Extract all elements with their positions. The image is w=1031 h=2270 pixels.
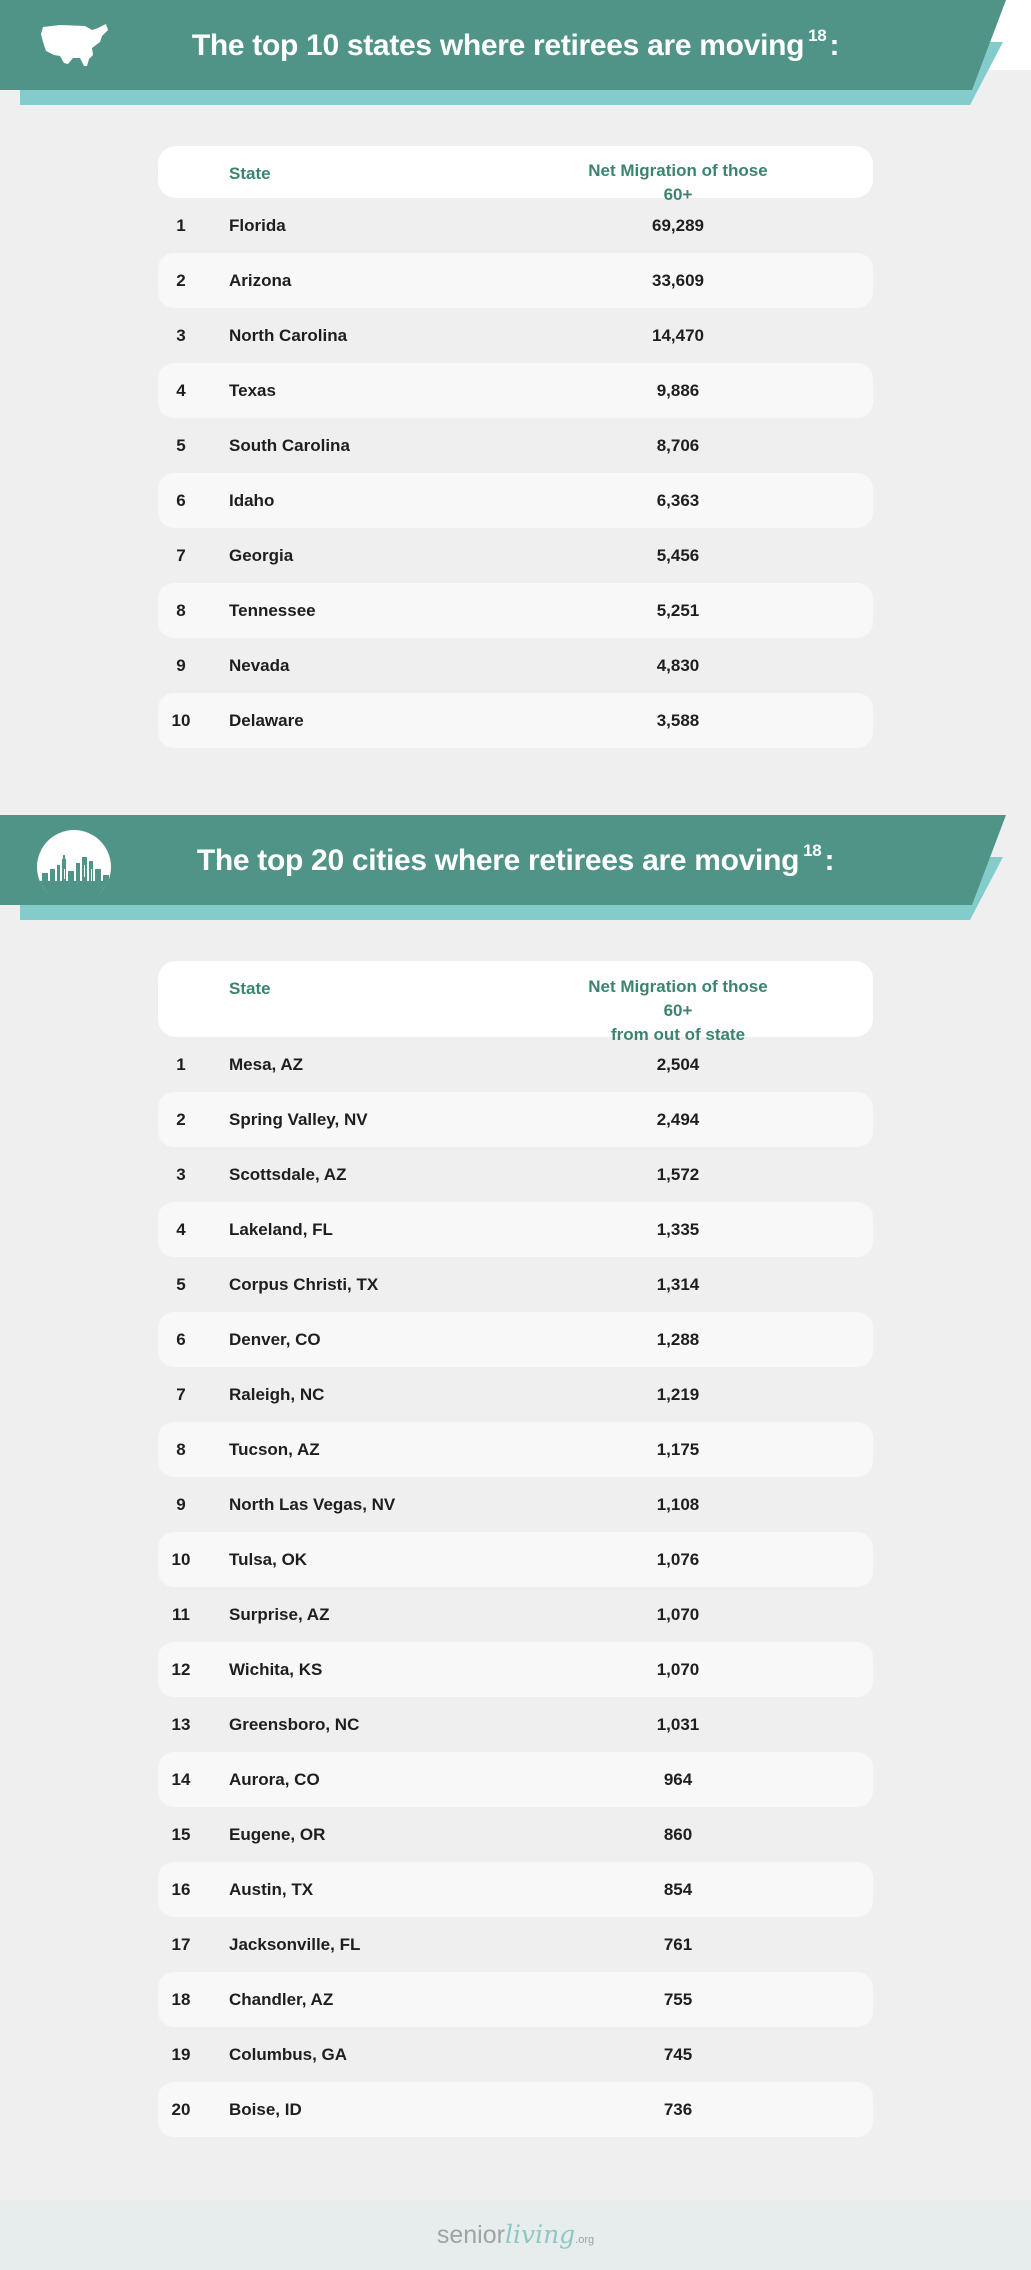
value-cell: 9,886 (656, 381, 700, 400)
name-cell: Denver, CO (229, 1330, 321, 1349)
value-cell: 1,076 (656, 1550, 700, 1569)
state-row (158, 638, 873, 693)
city-row (158, 1257, 873, 1312)
city-row (158, 1477, 873, 1532)
name-cell: Tucson, AZ (229, 1440, 320, 1459)
value-cell: 1,288 (656, 1330, 700, 1349)
name-cell: Eugene, OR (229, 1825, 326, 1844)
cities-banner (0, 815, 1031, 925)
value-cell: 4,830 (656, 656, 700, 675)
seniorliving-logo[interactable] (437, 2220, 594, 2250)
rank-cell: 9 (176, 1495, 186, 1514)
rank-cell: 17 (171, 1935, 191, 1954)
city-row (158, 1642, 873, 1697)
name-cell: Wichita, KS (229, 1660, 323, 1679)
rank-cell: 20 (171, 2100, 191, 2119)
header-state: State (229, 979, 271, 998)
rank-cell: 4 (176, 1220, 186, 1239)
rank-cell: 13 (171, 1715, 191, 1734)
rank-cell: 1 (176, 216, 186, 235)
city-row (158, 1807, 873, 1862)
states-table (158, 146, 873, 748)
name-cell: Nevada (229, 656, 290, 675)
rank-cell: 12 (171, 1660, 191, 1679)
name-cell: Columbus, GA (229, 2045, 348, 2064)
name-cell: Lakeland, FL (229, 1220, 333, 1239)
rank-cell: 6 (176, 1330, 186, 1349)
states-colon: : (829, 29, 840, 62)
states-title-block (0, 26, 1031, 63)
value-cell: 1,175 (656, 1440, 700, 1459)
rank-cell: 8 (176, 601, 186, 620)
rank-cell: 15 (171, 1825, 191, 1844)
value-cell: 860 (663, 1825, 693, 1844)
value-cell: 964 (663, 1770, 693, 1789)
name-cell: Idaho (229, 491, 275, 510)
rank-cell: 7 (176, 546, 186, 565)
header-state: State (229, 164, 271, 183)
cities-table-header (158, 961, 873, 1044)
states-rows (158, 198, 873, 748)
state-row (158, 528, 873, 583)
name-cell: Jacksonville, FL (229, 1935, 361, 1954)
footer (0, 2200, 1031, 2270)
value-cell: 1,572 (656, 1165, 700, 1184)
value-cell: 1,335 (656, 1220, 700, 1239)
rank-cell: 19 (171, 2045, 191, 2064)
name-cell: Austin, TX (229, 1880, 314, 1899)
name-cell: Mesa, AZ (229, 1055, 304, 1074)
rank-cell: 5 (176, 1275, 186, 1294)
value-cell: 1,031 (656, 1715, 700, 1734)
name-cell: Tulsa, OK (229, 1550, 308, 1569)
rank-cell: 14 (171, 1770, 191, 1789)
rank-cell: 3 (176, 326, 186, 345)
value-cell: 1,108 (656, 1495, 700, 1514)
states-title: The top 10 states where retirees are moving (191, 29, 805, 62)
value-cell: 6,363 (656, 491, 700, 510)
value-cell: 2,494 (656, 1110, 700, 1129)
state-row (158, 253, 873, 308)
value-cell: 14,470 (652, 326, 704, 345)
rank-cell: 8 (176, 1440, 186, 1459)
header-net-migration-line1: Net Migration of those 60+ (588, 977, 768, 1020)
value-cell: 33,609 (652, 271, 704, 290)
value-cell: 745 (663, 2045, 693, 2064)
cities-colon: : (824, 844, 835, 877)
city-row (158, 1972, 873, 2027)
rank-cell: 7 (176, 1385, 186, 1404)
states-banner (0, 0, 1031, 110)
cities-title-block (0, 841, 1031, 878)
name-cell: Surprise, AZ (229, 1605, 330, 1624)
city-row (158, 2082, 873, 2137)
city-row (158, 1697, 873, 1752)
city-row (158, 1422, 873, 1477)
rank-cell: 2 (176, 1110, 186, 1129)
name-cell: Boise, ID (229, 2100, 302, 2119)
states-footnote: 18 (808, 26, 827, 45)
cities-title: The top 20 cities where retirees are moving (196, 844, 800, 877)
name-cell: Scottsdale, AZ (229, 1165, 347, 1184)
logo-living: living (504, 2220, 576, 2249)
cities-rows (158, 1037, 873, 2137)
name-cell: Greensboro, NC (229, 1715, 360, 1734)
city-row (158, 1587, 873, 1642)
value-cell: 1,314 (656, 1275, 700, 1294)
state-row (158, 418, 873, 473)
cities-table (158, 961, 873, 2137)
state-row (158, 473, 873, 528)
states-table-header (158, 146, 873, 204)
value-cell: 2,504 (656, 1055, 700, 1074)
name-cell: North Las Vegas, NV (229, 1495, 396, 1514)
value-cell: 761 (663, 1935, 693, 1954)
city-row (158, 1532, 873, 1587)
rank-cell: 5 (176, 436, 186, 455)
rank-cell: 16 (171, 1880, 191, 1899)
state-row (158, 693, 873, 748)
value-cell: 1,070 (656, 1605, 700, 1624)
city-row (158, 2027, 873, 2082)
rank-cell: 11 (172, 1605, 190, 1624)
value-cell: 5,251 (656, 601, 700, 620)
name-cell: Raleigh, NC (229, 1385, 325, 1404)
value-cell: 3,588 (656, 711, 700, 730)
value-cell: 1,070 (656, 1660, 700, 1679)
rank-cell: 10 (171, 1550, 191, 1569)
value-cell: 69,289 (652, 216, 704, 235)
city-row (158, 1862, 873, 1917)
logo-senior: senior (436, 2221, 505, 2249)
name-cell: South Carolina (229, 436, 350, 455)
name-cell: Florida (229, 216, 286, 235)
value-cell: 8,706 (656, 436, 700, 455)
rank-cell: 1 (176, 1055, 186, 1074)
city-row (158, 1202, 873, 1257)
rank-cell: 2 (176, 271, 186, 290)
state-row (158, 198, 873, 253)
name-cell: Georgia (229, 546, 294, 565)
value-cell: 5,456 (656, 546, 700, 565)
name-cell: Corpus Christi, TX (229, 1275, 379, 1294)
city-row (158, 1092, 873, 1147)
city-row (158, 1037, 873, 1092)
city-row (158, 1147, 873, 1202)
value-cell: 854 (663, 1880, 693, 1899)
rank-cell: 4 (176, 381, 186, 400)
name-cell: Chandler, AZ (229, 1990, 334, 2009)
name-cell: Delaware (229, 711, 304, 730)
cities-footnote: 18 (803, 841, 822, 860)
name-cell: Aurora, CO (229, 1770, 320, 1789)
name-cell: Spring Valley, NV (229, 1110, 368, 1129)
value-cell: 755 (663, 1990, 693, 2009)
state-row (158, 363, 873, 418)
name-cell: Texas (229, 381, 276, 400)
state-row (158, 583, 873, 638)
city-row (158, 1917, 873, 1972)
rank-cell: 6 (176, 491, 186, 510)
header-net-migration-line2: from out of state (610, 1025, 746, 1044)
city-row (158, 1367, 873, 1422)
logo-org: .org (575, 2234, 595, 2246)
name-cell: Arizona (229, 271, 292, 290)
city-row (158, 1312, 873, 1367)
city-row (158, 1752, 873, 1807)
value-cell: 736 (663, 2100, 693, 2119)
name-cell: North Carolina (229, 326, 348, 345)
header-net-migration: Net Migration of those 60+ (588, 161, 768, 204)
value-cell: 1,219 (656, 1385, 700, 1404)
name-cell: Tennessee (229, 601, 316, 620)
rank-cell: 3 (176, 1165, 186, 1184)
rank-cell: 10 (171, 711, 191, 730)
rank-cell: 18 (171, 1990, 191, 2009)
state-row (158, 308, 873, 363)
rank-cell: 9 (176, 656, 186, 675)
